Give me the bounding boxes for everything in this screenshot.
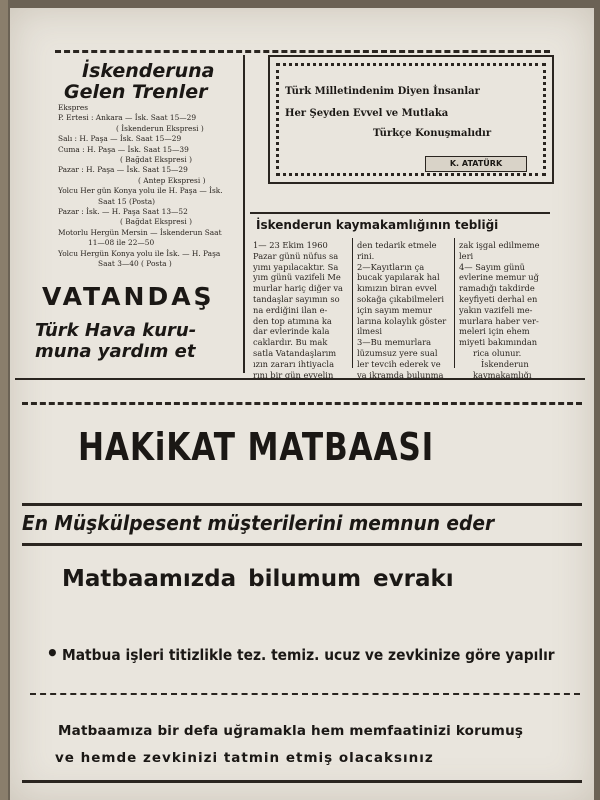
ad-banner: En Müşkülpesent müşterilerini memnun eder (22, 511, 495, 535)
notice-line: 2—Kayıtların ça (357, 261, 425, 272)
ad-title: HAKiKAT MATBAASI (78, 425, 435, 469)
notice-line: ya ikramda bulunma (357, 369, 444, 380)
left-page-edge (0, 0, 8, 800)
notice-line: ler tevcih ederek ve (357, 358, 441, 369)
notice-line: keyfiyeti derhal en (459, 293, 538, 304)
notice-line: den tedarik etmele (357, 240, 437, 250)
notice-line: murlara haber ver- (459, 315, 539, 326)
notice-line: meleri için ehem (459, 326, 530, 337)
train-row: ( Antep Ekspresi ) (138, 175, 206, 185)
notice-line: kımızın biran evvel (357, 283, 437, 294)
train-schedule (58, 103, 223, 270)
banner-bottom-rule (22, 543, 582, 546)
notice-col-divider (352, 238, 353, 368)
quote-line1: Türk Milletindenim Diyen İnsanlar (285, 86, 480, 97)
train-row: Motorlu Hergün Mersin — İskenderun Saat (58, 227, 222, 237)
notice-line: 4— Sayım günü (459, 261, 526, 272)
quote-signature: K. ATATÜRK (425, 156, 527, 172)
train-row: Cuma : H. Paşa — İsk. Saat 15—39 (58, 144, 189, 154)
notice-top-rule (250, 212, 550, 214)
train-row: 11—08 ile 22—50 (88, 238, 155, 248)
notice-line: leri (459, 250, 474, 261)
notice-line: ızın zararı ihtiyacla (253, 358, 335, 369)
vatandas-line2: muna yardım et (35, 341, 196, 362)
notice-line: 1— 23 Ekim 1960 (253, 240, 328, 250)
notice-line: den top atımına ka (253, 315, 332, 326)
notice-line: dar evlerinde kala (253, 326, 330, 337)
notice-column-3 (459, 240, 540, 380)
section-rule (15, 378, 585, 380)
bottom-rule (22, 780, 582, 783)
notice-line: ilmesi (357, 326, 382, 337)
train-row: Saat 3—40 ( Posta ) (98, 259, 172, 269)
train-row: Pazar : İsk. — H. Paşa Saat 13—52 (58, 207, 188, 217)
train-row: Yolcu Her gün Konya yolu ile H. Paşa — İsk. (58, 186, 223, 196)
notice-line: bucak yapılarak hal (357, 272, 440, 283)
notice-line: caklardır. Bu mak (253, 337, 328, 348)
notice-line: rını bir gün evvelin (253, 369, 334, 380)
ad-top-rule (22, 402, 582, 405)
ad-line1: Matbaamızda bilumum evrakı (62, 566, 454, 592)
notice-line: evlerine memur uğ (459, 272, 539, 283)
train-row: Ekspres (58, 103, 89, 112)
notice-line: İskenderun (481, 358, 529, 369)
notice-line: murlar hariç diğer va (253, 283, 343, 294)
ad-mid-rule (30, 693, 580, 695)
vatandas-title: VATANDAŞ (42, 282, 215, 311)
notice-line: rini. (357, 250, 375, 261)
quote-line2: Her Şeyden Evvel ve Mutlaka (285, 108, 449, 119)
notice-line: yım günü vazifeli Me (253, 272, 341, 283)
notice-line: yımı yapılacaktır. Sa (253, 261, 339, 272)
notice-line: zak işgal edilmeme (459, 240, 540, 250)
notice-line: Pazar günü nüfus sa (253, 250, 339, 261)
notice-col-divider (454, 238, 455, 368)
notice-line: satla Vatandaşlarım (253, 347, 337, 358)
top-rule (55, 50, 550, 53)
trains-title-line1: İskenderuna (82, 60, 215, 82)
train-row: ( Bağdat Ekspresi ) (120, 217, 192, 227)
notice-line: 3—Bu memurlara (357, 337, 432, 348)
notice-line: kaymakamlığı (473, 369, 532, 380)
notice-line: yakın vazifeli me- (459, 304, 533, 315)
trains-title-line2: Gelen Trenler (64, 81, 208, 103)
train-row: Yolcu Hergün Konya yolu ile İsk. — H. Paşa (58, 248, 221, 258)
notice-line: lüzumsuz yere sual (357, 347, 438, 358)
ad-line3: Matbaamıza bir defa uğramakla hem memfaatinizi korumuş (58, 723, 524, 739)
train-row: Saat 15 (Posta) (98, 196, 156, 206)
notice-column-1 (253, 240, 343, 380)
banner-top-rule (22, 503, 582, 506)
notice-line: tandaşlar sayımın so (253, 293, 340, 304)
bullet: • (46, 641, 59, 665)
notice-line: sokağa çıkabilmeleri (357, 293, 444, 304)
quote-line3: Türkçe Konuşmalıdır (373, 128, 492, 139)
train-row: ( Bağdat Ekspresi ) (120, 155, 192, 165)
notice-line: larına kolaylık göster (357, 315, 447, 326)
ad-line2: Matbua işleri titizlikle tez. temiz. ucuz ve zevkinize göre yapılır (62, 646, 555, 664)
train-row: Salı : H. Paşa — İsk. Saat 15—29 (58, 134, 182, 144)
vatandas-line1: Türk Hava kuru- (35, 320, 197, 341)
notice-line: rica olunur. (473, 347, 522, 358)
ad-line4: ve hemde zevkinizi tatmin etmiş olacaksınız (55, 750, 434, 766)
notice-title: İskenderun kaymakamlığının tebliği (256, 218, 499, 232)
train-row: P. Ertesi : Ankara — İsk. Saat 15—29 (58, 113, 197, 123)
train-row: Pazar : H. Paşa — İsk. Saat 15—29 (58, 165, 188, 175)
notice-column-2 (357, 240, 446, 380)
notice-line: ramadığı takdirde (459, 283, 535, 294)
notice-line: için sayım memur (357, 304, 432, 315)
train-row: ( İskenderun Ekspresi ) (116, 123, 204, 133)
notice-line: na erdiğini ilan e- (253, 304, 328, 315)
column-divider (243, 55, 245, 373)
notice-line: miyeti bakımından (459, 337, 538, 348)
